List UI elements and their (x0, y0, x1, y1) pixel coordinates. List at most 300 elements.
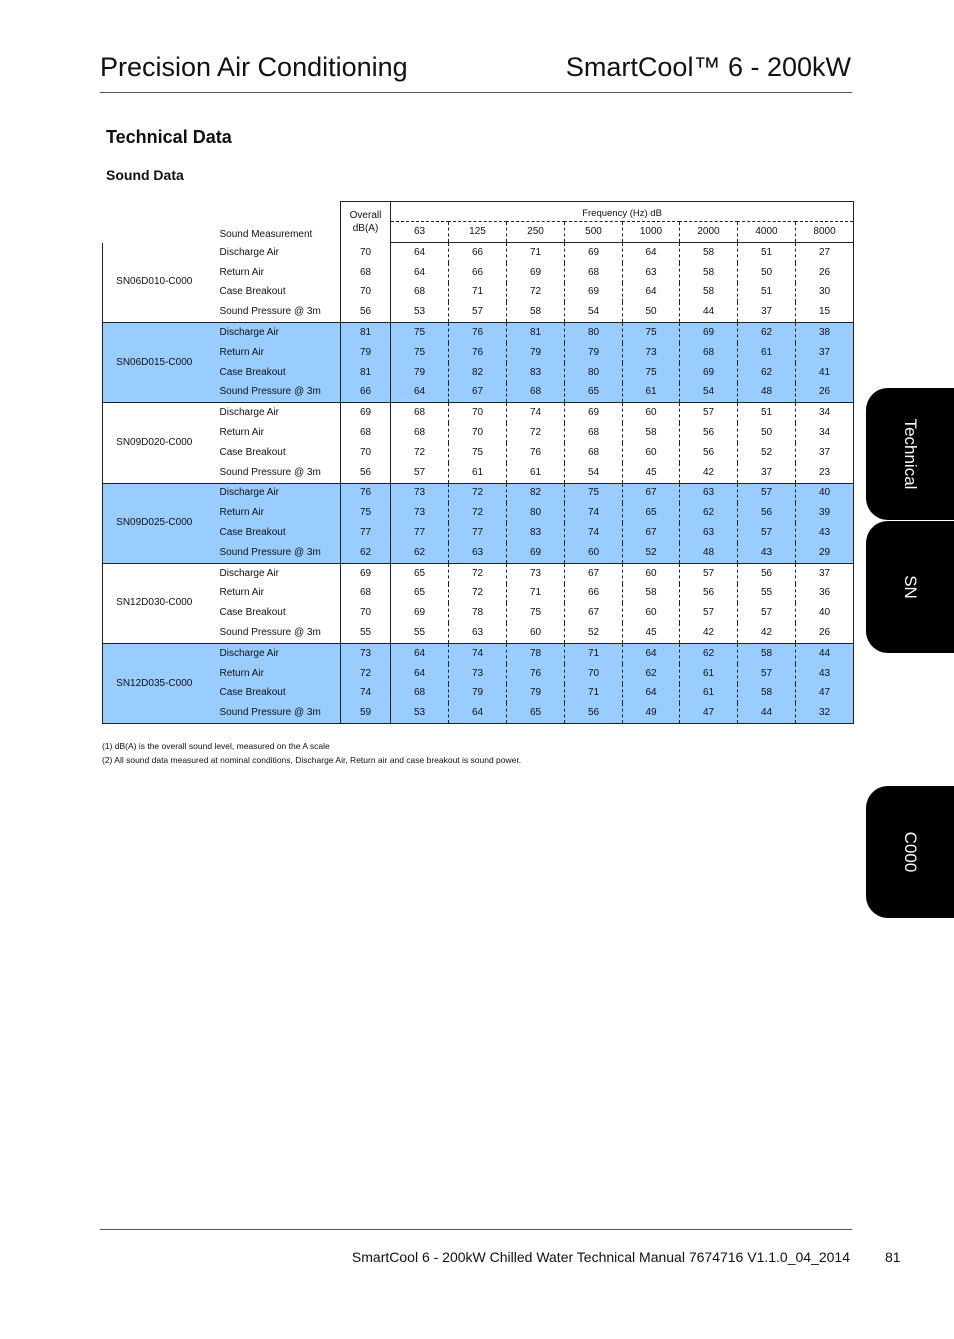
frequency-value-cell: 68 (391, 684, 449, 704)
frequency-value-cell: 58 (623, 423, 680, 443)
measurement-cell: Sound Pressure @ 3m (206, 463, 341, 483)
table-row (103, 563, 854, 583)
frequency-value-cell: 57 (391, 463, 449, 483)
frequency-value-cell: 32 (796, 703, 854, 723)
frequency-value-cell: 72 (449, 503, 507, 523)
frequency-value-cell: 42 (680, 623, 738, 643)
overall-cell: 56 (341, 463, 391, 483)
frequency-value-cell: 64 (623, 283, 680, 303)
frequency-value-cell: 57 (449, 302, 507, 322)
frequency-value-cell: 75 (391, 343, 449, 363)
frequency-value-cell: 48 (738, 383, 796, 403)
frequency-value-cell: 63 (623, 263, 680, 283)
header-frequency-cell: 1000 (623, 222, 680, 243)
overall-cell: 68 (341, 423, 391, 443)
subsection-title: Sound Data (106, 167, 184, 183)
frequency-value-cell: 76 (449, 343, 507, 363)
frequency-value-cell: 37 (796, 443, 854, 463)
header-divider (100, 92, 852, 93)
table-row (103, 263, 854, 283)
frequency-value-cell: 56 (680, 443, 738, 463)
table-row (103, 643, 854, 663)
footnote-2: (2) All sound data measured at nominal conditions, Discharge Air, Return air and case breakout is sound power. (102, 755, 522, 765)
frequency-value-cell: 50 (623, 302, 680, 322)
frequency-value-cell: 34 (796, 423, 854, 443)
frequency-value-cell: 75 (507, 603, 565, 623)
frequency-value-cell: 56 (680, 584, 738, 604)
frequency-value-cell: 61 (449, 463, 507, 483)
frequency-value-cell: 70 (449, 423, 507, 443)
frequency-value-cell: 66 (565, 584, 623, 604)
measurement-cell: Case Breakout (206, 523, 341, 543)
frequency-value-cell: 79 (507, 684, 565, 704)
frequency-value-cell: 71 (449, 283, 507, 303)
frequency-value-cell: 15 (796, 302, 854, 322)
frequency-value-cell: 37 (738, 463, 796, 483)
side-tab-sn[interactable] (866, 521, 954, 653)
frequency-value-cell: 64 (391, 383, 449, 403)
frequency-value-cell: 54 (680, 383, 738, 403)
frequency-value-cell: 74 (449, 643, 507, 663)
frequency-value-cell: 65 (623, 503, 680, 523)
measurement-cell: Discharge Air (206, 323, 341, 343)
overall-cell: 72 (341, 664, 391, 684)
model-cell: SN09D025-C000 (103, 483, 206, 563)
header-frequency-cell: 8000 (796, 222, 854, 243)
frequency-value-cell: 52 (565, 623, 623, 643)
header-frequency-cell: 2000 (680, 222, 738, 243)
frequency-value-cell: 73 (391, 483, 449, 503)
frequency-value-cell: 63 (680, 483, 738, 503)
frequency-value-cell: 26 (796, 263, 854, 283)
frequency-value-cell: 73 (391, 503, 449, 523)
header-frequency-cell: 500 (565, 222, 623, 243)
frequency-value-cell: 58 (680, 263, 738, 283)
model-cell: SN06D015-C000 (103, 323, 206, 403)
frequency-value-cell: 71 (565, 643, 623, 663)
measurement-cell: Sound Pressure @ 3m (206, 703, 341, 723)
frequency-value-cell: 58 (680, 243, 738, 263)
frequency-value-cell: 79 (565, 343, 623, 363)
frequency-value-cell: 36 (796, 584, 854, 604)
frequency-value-cell: 51 (738, 403, 796, 423)
frequency-value-cell: 61 (680, 684, 738, 704)
frequency-value-cell: 67 (449, 383, 507, 403)
table-row (103, 703, 854, 723)
frequency-value-cell: 62 (623, 664, 680, 684)
table-row (103, 543, 854, 563)
measurement-cell: Return Air (219, 266, 264, 278)
header-frequency-cell: 4000 (738, 222, 796, 243)
frequency-value-cell: 45 (623, 623, 680, 643)
frequency-value-cell: 68 (391, 423, 449, 443)
overall-cell: 55 (341, 623, 391, 643)
frequency-value-cell: 65 (565, 383, 623, 403)
frequency-value-cell: 77 (449, 523, 507, 543)
overall-cell: 68 (341, 263, 391, 283)
frequency-value-cell: 45 (623, 463, 680, 483)
frequency-value-cell: 83 (507, 363, 565, 383)
footer-divider (100, 1229, 852, 1230)
measurement-cell: Discharge Air (219, 407, 279, 419)
measurement-cell: Discharge Air (219, 567, 279, 579)
overall-cell: 68 (341, 584, 391, 604)
overall-cell: 69 (341, 403, 391, 423)
frequency-value-cell: 58 (507, 302, 565, 322)
frequency-value-cell: 74 (507, 403, 565, 423)
frequency-value-cell: 57 (738, 483, 796, 503)
overall-cell: 76 (341, 483, 391, 503)
frequency-value-cell: 65 (507, 703, 565, 723)
measurement-cell: Sound Pressure @ 3m (206, 383, 341, 403)
frequency-value-cell: 68 (565, 263, 623, 283)
frequency-value-cell: 67 (565, 603, 623, 623)
frequency-value-cell: 44 (796, 643, 854, 663)
frequency-value-cell: 60 (565, 543, 623, 563)
frequency-value-cell: 62 (738, 323, 796, 343)
frequency-value-cell: 70 (449, 403, 507, 423)
section-title: Technical Data (106, 127, 232, 147)
measurement-cell: Discharge Air (206, 643, 341, 663)
frequency-value-cell: 58 (738, 684, 796, 704)
frequency-value-cell: 79 (449, 684, 507, 704)
frequency-value-cell: 61 (738, 343, 796, 363)
measurement-cell: Discharge Air (219, 246, 279, 258)
overall-cell: 70 (341, 243, 391, 263)
frequency-value-cell: 43 (738, 543, 796, 563)
frequency-value-cell: 66 (449, 243, 507, 263)
frequency-value-cell: 68 (565, 443, 623, 463)
frequency-value-cell: 67 (565, 563, 623, 583)
measurement-cell: Case Breakout (206, 363, 341, 383)
measurement-cell: Case Breakout (219, 607, 286, 619)
frequency-value-cell: 44 (680, 302, 738, 322)
table-row (103, 623, 854, 643)
frequency-value-cell: 66 (449, 263, 507, 283)
frequency-value-cell: 68 (391, 283, 449, 303)
table-row (103, 603, 854, 623)
frequency-value-cell: 42 (738, 623, 796, 643)
side-tab-technical-label: Technical (901, 418, 920, 490)
frequency-value-cell: 62 (680, 503, 738, 523)
frequency-value-cell: 72 (391, 443, 449, 463)
overall-cell: 59 (341, 703, 391, 723)
frequency-value-cell: 72 (507, 423, 565, 443)
frequency-value-cell: 74 (565, 503, 623, 523)
frequency-value-cell: 76 (449, 323, 507, 343)
frequency-value-cell: 78 (449, 603, 507, 623)
measurement-cell: Sound Pressure @ 3m (206, 543, 341, 563)
frequency-value-cell: 79 (507, 343, 565, 363)
header-left-title: Precision Air Conditioning (100, 52, 408, 82)
frequency-value-cell: 58 (623, 584, 680, 604)
frequency-value-cell: 64 (449, 703, 507, 723)
frequency-value-cell: 61 (623, 383, 680, 403)
overall-cell: 70 (341, 283, 391, 303)
header-right-title: SmartCool™ 6 - 200kW (565, 52, 851, 82)
table-row (103, 483, 854, 503)
table-row (103, 584, 854, 604)
frequency-value-cell: 58 (680, 283, 738, 303)
frequency-value-cell: 80 (565, 323, 623, 343)
overall-cell: 74 (341, 684, 391, 704)
frequency-value-cell: 76 (507, 664, 565, 684)
frequency-value-cell: 42 (680, 463, 738, 483)
frequency-value-cell: 69 (565, 243, 623, 263)
frequency-value-cell: 62 (391, 543, 449, 563)
frequency-value-cell: 75 (623, 363, 680, 383)
frequency-value-cell: 82 (507, 483, 565, 503)
frequency-value-cell: 69 (507, 263, 565, 283)
frequency-value-cell: 26 (796, 623, 854, 643)
frequency-value-cell: 72 (449, 584, 507, 604)
overall-cell: 81 (341, 323, 391, 343)
table-row (103, 664, 854, 684)
measurement-cell: Return Air (206, 343, 341, 363)
frequency-value-cell: 53 (391, 302, 449, 322)
frequency-value-cell: 69 (507, 543, 565, 563)
frequency-value-cell: 30 (796, 283, 854, 303)
table-row (103, 323, 854, 343)
frequency-value-cell: 56 (738, 563, 796, 583)
frequency-value-cell: 64 (623, 684, 680, 704)
frequency-value-cell: 51 (738, 283, 796, 303)
frequency-value-cell: 64 (623, 243, 680, 263)
frequency-value-cell: 65 (391, 563, 449, 583)
frequency-value-cell: 82 (449, 363, 507, 383)
header-frequency-cell: 125 (449, 222, 507, 243)
frequency-value-cell: 64 (391, 664, 449, 684)
footer-manual-title: SmartCool 6 - 200kW Chilled Water Technical Manual 7674716 V1.1.0_04_2014 (351, 1249, 850, 1265)
frequency-value-cell: 57 (738, 603, 796, 623)
frequency-value-cell: 64 (391, 243, 449, 263)
footnote-1: (1) dB(A) is the overall sound level, measured on the A scale (102, 741, 330, 751)
frequency-value-cell: 63 (449, 543, 507, 563)
frequency-value-cell: 23 (796, 463, 854, 483)
frequency-value-cell: 73 (623, 343, 680, 363)
frequency-value-cell: 69 (391, 603, 449, 623)
frequency-value-cell: 68 (565, 423, 623, 443)
frequency-value-cell: 29 (796, 543, 854, 563)
table-row (103, 423, 854, 443)
frequency-value-cell: 75 (391, 323, 449, 343)
frequency-value-cell: 68 (391, 403, 449, 423)
frequency-value-cell: 81 (507, 323, 565, 343)
side-tab-c000[interactable] (866, 786, 954, 918)
measurement-cell: Return Air (206, 503, 341, 523)
measurement-cell: Return Air (219, 427, 264, 439)
measurement-cell: Case Breakout (219, 286, 286, 298)
header-overall-line2: dB(A) (352, 223, 379, 235)
frequency-value-cell: 72 (449, 563, 507, 583)
frequency-value-cell: 77 (391, 523, 449, 543)
frequency-value-cell: 78 (507, 643, 565, 663)
footer-page-number: 81 (885, 1249, 901, 1265)
overall-cell: 79 (341, 343, 391, 363)
frequency-value-cell: 58 (738, 643, 796, 663)
table-row (103, 503, 854, 523)
frequency-value-cell: 67 (623, 483, 680, 503)
frequency-value-cell: 73 (507, 563, 565, 583)
table-row (103, 684, 854, 704)
table-row (103, 523, 854, 543)
header-frequency-group: Frequency (Hz) dB (391, 202, 854, 222)
frequency-value-cell: 74 (565, 523, 623, 543)
frequency-value-cell: 57 (680, 563, 738, 583)
frequency-value-cell: 79 (391, 363, 449, 383)
model-cell: SN06D010-C000 (103, 243, 206, 323)
frequency-value-cell: 67 (623, 523, 680, 543)
frequency-value-cell: 60 (623, 443, 680, 463)
sound-data-table (102, 201, 854, 724)
frequency-value-cell: 44 (738, 703, 796, 723)
frequency-value-cell: 37 (738, 302, 796, 322)
frequency-value-cell: 63 (680, 523, 738, 543)
header-blank-cell (103, 202, 206, 243)
table-row (103, 243, 854, 263)
table-row (103, 363, 854, 383)
measurement-cell: Sound Pressure @ 3m (206, 302, 341, 322)
table-row (103, 302, 854, 322)
frequency-value-cell: 50 (738, 263, 796, 283)
frequency-value-cell: 62 (680, 643, 738, 663)
frequency-value-cell: 69 (680, 323, 738, 343)
frequency-value-cell: 69 (680, 363, 738, 383)
overall-cell: 77 (341, 523, 391, 543)
frequency-value-cell: 62 (738, 363, 796, 383)
frequency-value-cell: 73 (449, 664, 507, 684)
frequency-value-cell: 49 (623, 703, 680, 723)
frequency-value-cell: 56 (680, 423, 738, 443)
frequency-value-cell: 55 (391, 623, 449, 643)
frequency-value-cell: 54 (565, 302, 623, 322)
frequency-value-cell: 83 (507, 523, 565, 543)
frequency-value-cell: 60 (507, 623, 565, 643)
frequency-value-cell: 57 (738, 523, 796, 543)
side-tab-sn-label: SN (901, 575, 920, 599)
frequency-value-cell: 60 (623, 403, 680, 423)
overall-cell: 75 (341, 503, 391, 523)
frequency-value-cell: 57 (680, 403, 738, 423)
frequency-value-cell: 80 (565, 363, 623, 383)
frequency-value-cell: 76 (507, 443, 565, 463)
frequency-value-cell: 26 (796, 383, 854, 403)
header-frequency-cell: 63 (391, 222, 449, 243)
table-row (103, 383, 854, 403)
frequency-value-cell: 75 (623, 323, 680, 343)
overall-cell: 81 (341, 363, 391, 383)
table-row (103, 443, 854, 463)
side-tab-c000-label: C000 (901, 831, 920, 873)
frequency-value-cell: 71 (565, 684, 623, 704)
frequency-value-cell: 57 (680, 603, 738, 623)
frequency-value-cell: 34 (796, 403, 854, 423)
table-row (103, 463, 854, 483)
overall-cell: 70 (341, 443, 391, 463)
table-row (103, 403, 854, 423)
side-tab-technical[interactable] (866, 388, 954, 520)
frequency-value-cell: 47 (796, 684, 854, 704)
frequency-value-cell: 64 (391, 643, 449, 663)
frequency-value-cell: 64 (623, 643, 680, 663)
frequency-value-cell: 48 (680, 543, 738, 563)
measurement-cell: Sound Pressure @ 3m (206, 623, 341, 643)
frequency-value-cell: 60 (623, 603, 680, 623)
frequency-value-cell: 43 (796, 664, 854, 684)
frequency-value-cell: 64 (391, 263, 449, 283)
frequency-value-cell: 69 (565, 283, 623, 303)
frequency-value-cell: 65 (391, 584, 449, 604)
table-row (103, 283, 854, 303)
frequency-value-cell: 61 (680, 664, 738, 684)
frequency-value-cell: 41 (796, 363, 854, 383)
table-row (103, 343, 854, 363)
frequency-value-cell: 68 (680, 343, 738, 363)
frequency-value-cell: 56 (565, 703, 623, 723)
frequency-value-cell: 52 (738, 443, 796, 463)
frequency-value-cell: 52 (623, 543, 680, 563)
header-overall-line1: Overall (349, 210, 382, 222)
header-sound-measurement: Sound Measurement (219, 228, 313, 240)
overall-cell: 70 (341, 603, 391, 623)
overall-cell: 69 (341, 563, 391, 583)
frequency-value-cell: 51 (738, 243, 796, 263)
model-cell: SN12D030-C000 (103, 563, 206, 643)
frequency-value-cell: 69 (565, 403, 623, 423)
measurement-cell: Return Air (219, 587, 264, 599)
frequency-value-cell: 55 (738, 584, 796, 604)
frequency-value-cell: 71 (507, 584, 565, 604)
frequency-value-cell: 37 (796, 563, 854, 583)
frequency-value-cell: 61 (507, 463, 565, 483)
frequency-value-cell: 72 (507, 283, 565, 303)
frequency-value-cell: 39 (796, 503, 854, 523)
header-overall (341, 202, 391, 243)
frequency-value-cell: 53 (391, 703, 449, 723)
frequency-value-cell: 40 (796, 603, 854, 623)
frequency-value-cell: 38 (796, 323, 854, 343)
frequency-value-cell: 68 (507, 383, 565, 403)
frequency-value-cell: 75 (565, 483, 623, 503)
frequency-value-cell: 50 (738, 423, 796, 443)
measurement-cell: Case Breakout (219, 446, 286, 458)
frequency-value-cell: 37 (796, 343, 854, 363)
measurement-cell: Return Air (206, 664, 341, 684)
frequency-value-cell: 43 (796, 523, 854, 543)
overall-cell: 62 (341, 543, 391, 563)
frequency-value-cell: 54 (565, 463, 623, 483)
overall-cell: 66 (341, 383, 391, 403)
frequency-value-cell: 40 (796, 483, 854, 503)
frequency-value-cell: 47 (680, 703, 738, 723)
header-frequency-cell: 250 (507, 222, 565, 243)
model-cell: SN12D035-C000 (103, 643, 206, 723)
frequency-value-cell: 71 (507, 243, 565, 263)
overall-cell: 73 (341, 643, 391, 663)
frequency-value-cell: 56 (738, 503, 796, 523)
frequency-value-cell: 63 (449, 623, 507, 643)
measurement-cell: Discharge Air (206, 483, 341, 503)
measurement-cell: Case Breakout (206, 684, 341, 704)
frequency-value-cell: 72 (449, 483, 507, 503)
frequency-value-cell: 27 (796, 243, 854, 263)
model-cell: SN09D020-C000 (103, 403, 206, 483)
frequency-value-cell: 57 (738, 664, 796, 684)
frequency-value-cell: 60 (623, 563, 680, 583)
overall-cell: 56 (341, 302, 391, 322)
frequency-value-cell: 80 (507, 503, 565, 523)
frequency-value-cell: 70 (565, 664, 623, 684)
